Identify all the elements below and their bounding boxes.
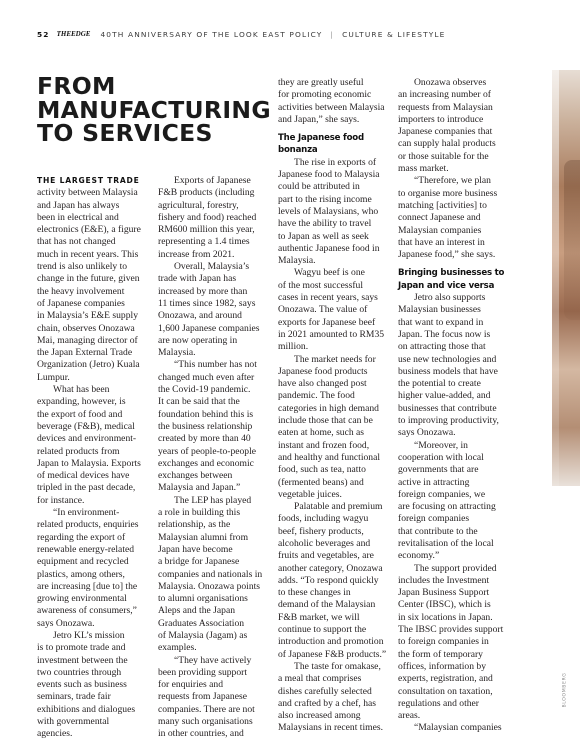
- body-text-line: a bridge for Japanese: [158, 556, 240, 568]
- body-text-line: the potential to create: [398, 378, 481, 390]
- body-text-line: “Moreover, in: [414, 439, 468, 451]
- body-text-line: vegetable juices.: [278, 488, 342, 500]
- body-text-line: agricultural, forestry,: [158, 199, 239, 211]
- body-text-line: to foreign companies in: [398, 636, 489, 648]
- body-text-line: is to promote trade and: [37, 642, 126, 654]
- body-text-line: mass market.: [398, 163, 449, 175]
- body-text-line: Organization (Jetro) Kuala: [37, 359, 140, 371]
- body-text-line: exchanges between: [158, 470, 233, 482]
- body-text-line: could be attributed in: [278, 181, 360, 193]
- body-text-line: business models that have: [398, 365, 498, 377]
- body-text-line: the heavy involvement: [37, 285, 125, 297]
- body-text-line: introduction and promotion: [278, 636, 384, 648]
- subheading-line: The Japanese food: [278, 133, 364, 144]
- body-text-line: million.: [278, 341, 309, 353]
- body-text-line: categories in high demand: [278, 402, 379, 414]
- body-text-line: exchanges and economic: [158, 457, 254, 469]
- body-text-line: Japan to Malaysia. Exports: [37, 457, 141, 469]
- body-text-line: economy.”: [398, 550, 440, 562]
- body-text-line: areas.: [398, 710, 421, 722]
- body-text-line: in six locations in Japan.: [398, 611, 493, 623]
- body-text-line: many such organisations: [158, 716, 253, 728]
- title-line: FROM: [37, 72, 116, 100]
- body-text-line: increased by more than: [158, 285, 248, 297]
- body-text-line: events such as business: [37, 679, 127, 691]
- body-text-line: created by more than 40: [158, 433, 251, 445]
- body-text-line: to alumni organisations: [158, 593, 248, 605]
- photo-credit: BLOOMBERG: [562, 672, 568, 708]
- title-line: TO SERVICES: [37, 119, 213, 148]
- body-text-line: a role in building this: [158, 507, 241, 519]
- body-text-line: representing a 1.4 times: [158, 236, 250, 248]
- body-text-line: matching [activities] to: [398, 199, 487, 211]
- body-text-line: that has not changed: [37, 236, 116, 248]
- body-text-line: governments that are: [398, 464, 479, 476]
- body-text-line: authentic Japanese food in: [278, 242, 380, 254]
- body-text-line: the form of temporary: [398, 648, 483, 660]
- body-text-line: and Japan,” she says.: [278, 113, 360, 125]
- body-text-line: Malaysian businesses: [398, 304, 481, 316]
- body-text-line: Onozawa observes: [414, 77, 487, 88]
- body-text-line: two countries through: [37, 666, 122, 678]
- body-text-line: food, such as tea, natto: [278, 464, 366, 476]
- body-text-line: exports for Japanese beef: [278, 316, 376, 328]
- body-text-line: activity between Malaysia: [37, 187, 138, 199]
- body-text-line: “They have actively: [174, 654, 252, 666]
- body-text-line: Japanese companies that: [398, 126, 493, 138]
- body-text-line: Jetro KL’s mission: [53, 629, 125, 641]
- body-text-line: equipment and recycled: [37, 556, 129, 568]
- body-text-line: businesses that contribute: [398, 402, 497, 414]
- body-text-line: The taste for omakase,: [294, 660, 381, 672]
- body-text-line: Japanese food,” she says.: [398, 249, 496, 261]
- body-text-line: been providing support: [158, 666, 247, 678]
- body-text-line: fruits and vegetables, are: [278, 550, 374, 562]
- body-text-line: for instance.: [37, 494, 85, 506]
- body-text-line: seminars, trade fair: [37, 691, 111, 703]
- body-text-line: The LEP has played: [174, 494, 252, 506]
- body-text-line: part to the rising income: [278, 193, 372, 205]
- body-text-line: and crafted by a chef, has: [278, 697, 377, 709]
- body-text-line: the Japan External Trade: [37, 347, 133, 359]
- body-text-line: regulations and other: [398, 697, 479, 709]
- body-text-line: levels of Malaysians, who: [278, 205, 379, 217]
- body-text-line: and healthy and functional: [278, 451, 381, 463]
- body-text-line: beverage (F&B), medical: [37, 420, 135, 432]
- body-text-line: renewable energy-related: [37, 543, 135, 555]
- body-text-line: the export of food and: [37, 408, 123, 420]
- body-text-line: to improving productivity,: [398, 415, 499, 427]
- body-text-line: F&B products (including: [158, 187, 255, 199]
- body-text-line: Malaysian alumni from: [158, 531, 249, 543]
- body-text-line: includes the Investment: [398, 574, 490, 586]
- body-text-line: foods, including wagyu: [278, 513, 369, 525]
- body-text-line: revitalisation of the local: [398, 537, 494, 549]
- body-text-line: for enquiries and: [158, 679, 224, 691]
- body-text-line: that have an interest in: [398, 236, 485, 248]
- article-column-1: [37, 175, 159, 741]
- body-text-line: that want to expand in: [398, 316, 484, 328]
- body-text-line: a meal that comprises: [278, 673, 362, 685]
- body-text-line: changed much even after: [158, 371, 255, 383]
- body-text-line: of Malaysia (Jagam) as: [158, 629, 248, 641]
- body-text-line: (fermented beans) and: [278, 476, 364, 488]
- body-text-line: What has been: [53, 384, 110, 396]
- page-number: 52: [37, 29, 50, 39]
- body-text-line: Center (IBSC), which is: [398, 599, 491, 611]
- body-text-line: are focusing on attracting: [398, 501, 496, 513]
- body-text-line: with governmental: [37, 716, 110, 728]
- body-text-line: another category, Onozawa: [278, 562, 383, 574]
- body-text-line: Japan have become: [158, 543, 233, 555]
- body-text-line: says Onozawa.: [398, 427, 456, 439]
- body-text-line: have also changed post: [278, 378, 367, 390]
- body-text-line: on attracting those that: [398, 341, 486, 353]
- body-text-line: are now operating in: [158, 334, 238, 346]
- body-text-line: Exports of Japanese: [174, 175, 251, 186]
- body-text-line: in 2021 amounted to RM35: [278, 328, 385, 340]
- body-text-line: chain, observes Onozawa: [37, 322, 135, 334]
- body-text-line: also increased among: [278, 710, 361, 722]
- body-text-line: says Onozawa.: [37, 617, 95, 629]
- body-text-line: Malaysian companies: [398, 224, 482, 236]
- body-text-line: beef, fishery products,: [278, 525, 364, 537]
- body-text-line: Onozawa, and around: [158, 310, 242, 322]
- body-text-line: connect Japanese and: [398, 212, 481, 224]
- body-text-line: RM600 million this year,: [158, 224, 255, 236]
- body-text-line: Mai, managing director of: [37, 334, 138, 346]
- body-text-line: of medical devices have: [37, 470, 130, 482]
- body-text-line: and Japan has always: [37, 199, 120, 211]
- body-text-line: Overall, Malaysia’s: [174, 261, 250, 273]
- body-text-line: Malaysia. Onozawa points: [158, 580, 261, 592]
- body-text-line: adds. “To respond quickly: [278, 574, 379, 586]
- body-text-line: fishery and food) reached: [158, 211, 257, 223]
- body-text-line: 11 times since 1982, says: [158, 297, 256, 309]
- body-text-line: Japanese food to Malaysia: [278, 169, 380, 181]
- body-text-line: higher value-added, and: [398, 390, 491, 402]
- section-name: CULTURE & LIFESTYLE: [342, 29, 446, 39]
- body-text-line: consultation on taxation,: [398, 685, 493, 697]
- body-text-line: Jetro also supports: [414, 292, 486, 304]
- body-text-line: related products, enquiries: [37, 519, 139, 531]
- body-text-line: expanding, however, is: [37, 396, 126, 408]
- body-text-line: cooperation with local: [398, 451, 484, 463]
- body-text-line: of the most successful: [278, 279, 363, 291]
- body-text-line: include those that can be: [278, 415, 373, 427]
- publication-logo: THEEDGE: [56, 30, 91, 38]
- body-text-line: trade with Japan has: [158, 273, 237, 285]
- title-line: MANUFACTURING: [37, 95, 271, 124]
- body-text-line: of Japanese companies: [37, 297, 125, 309]
- body-text-line: foreign companies: [398, 513, 470, 525]
- body-text-line: Malaysians in recent times.: [278, 722, 383, 734]
- body-text-line: investment between the: [37, 654, 128, 666]
- body-text-line: instant and frozen food,: [278, 439, 370, 451]
- body-text-line: Onozawa. The value of: [278, 304, 368, 316]
- body-text-line: in other countries, and: [158, 728, 244, 740]
- subheading-line: Japan and vice versa: [398, 280, 495, 291]
- body-text-line: pandemic. The food: [278, 390, 355, 402]
- body-text-line: The IBSC provides support: [398, 624, 504, 636]
- body-text-line: foundation behind this is: [158, 408, 254, 420]
- body-text-line: to organise more business: [398, 187, 498, 199]
- article-column-3: [278, 77, 400, 735]
- body-text-line: agencies.: [37, 728, 73, 740]
- body-text-line: awareness of consumers,”: [37, 605, 137, 617]
- running-header: [37, 27, 557, 41]
- body-text-line: an increasing number of: [398, 89, 491, 101]
- body-text-line: exhibitions and dialogues: [37, 703, 136, 715]
- issue-title: 40TH ANNIVERSARY OF THE LOOK EAST POLICY: [100, 29, 323, 39]
- body-text-line: that contribute to the: [398, 525, 478, 537]
- body-text-line: or those suitable for the: [398, 150, 489, 162]
- body-text-line: The support provided: [414, 562, 497, 574]
- body-text-line: continue to support the: [278, 624, 367, 636]
- body-text-line: offices, information by: [398, 660, 487, 672]
- body-text-line: to Japan as well as seek: [278, 230, 369, 242]
- body-text-line: the business relationship: [158, 420, 253, 432]
- lead-in-caps: THE LARGEST TRADE: [37, 176, 140, 185]
- header-separator: |: [330, 29, 335, 39]
- article-column-2: [158, 175, 280, 741]
- body-text-line: active in attracting: [398, 476, 470, 488]
- body-text-line: The market needs for: [294, 353, 376, 365]
- body-text-line: related products from: [37, 445, 120, 457]
- subheading-line: bonanza: [278, 145, 318, 156]
- body-text-line: Malaysia.: [158, 347, 196, 359]
- body-text-line: Japanese food products: [278, 365, 368, 377]
- body-text-line: for promoting economic: [278, 89, 372, 101]
- body-text-line: have the ability to travel: [278, 218, 372, 230]
- body-text-line: devices and environment-: [37, 433, 137, 445]
- body-text-line: It can be said that the: [158, 396, 240, 408]
- body-text-line: experts, registration, and: [398, 673, 493, 685]
- body-text-line: much in recent years. This: [37, 248, 139, 260]
- body-text-line: Aleps and the Japan: [158, 605, 235, 617]
- body-text-line: electronics (E&E), a figure: [37, 224, 141, 236]
- body-text-line: years of people-to-people: [158, 445, 257, 457]
- body-text-line: Wagyu beef is one: [294, 267, 365, 279]
- body-text-line: Malaysia.: [278, 255, 316, 267]
- body-text-line: been in electrical and: [37, 211, 119, 223]
- body-text-line: increase from 2021.: [158, 248, 235, 260]
- body-text-line: Lumpur.: [37, 371, 70, 383]
- body-text-line: importers to introduce: [398, 113, 484, 125]
- body-text-line: are increasing [due to] the: [37, 580, 138, 592]
- body-text-line: requests from Malaysian: [398, 101, 493, 113]
- body-text-line: change in the future, given: [37, 273, 140, 285]
- body-text-line: regarding the export of: [37, 531, 126, 543]
- photo-strip: [552, 70, 580, 486]
- body-text-line: companies and nationals in: [158, 568, 263, 580]
- body-text-line: can supply halal products: [398, 138, 496, 150]
- body-text-line: to these changes in: [278, 587, 351, 599]
- body-text-line: The rise in exports of: [294, 156, 377, 168]
- body-text-line: “In environment-: [53, 507, 120, 519]
- body-text-line: companies. There are not: [158, 703, 255, 715]
- body-text-line: cases in recent years, says: [278, 292, 378, 304]
- body-text-line: “This number has not: [174, 359, 257, 371]
- body-text-line: Japan. The focus now is: [398, 328, 491, 340]
- body-text-line: 1,600 Japanese companies: [158, 322, 260, 334]
- body-text-line: relationship, as the: [158, 519, 231, 531]
- body-text-line: Graduates Association: [158, 617, 245, 629]
- body-text-line: use new technologies and: [398, 353, 497, 365]
- body-text-line: tripled in the past decade,: [37, 482, 136, 494]
- body-text-line: Malaysia and Japan.”: [158, 482, 241, 494]
- body-text-line: of Japanese F&B products.”: [278, 648, 387, 660]
- body-text-line: plastics, among others,: [37, 568, 125, 580]
- body-text-line: trend is also unlikely to: [37, 261, 128, 273]
- body-text-line: the Covid-19 pandemic.: [158, 384, 251, 396]
- article-title: [37, 72, 277, 148]
- body-text-line: Japan Business Support: [398, 587, 490, 599]
- body-text-line: foreign companies, we: [398, 488, 486, 500]
- body-text-line: Palatable and premium: [294, 501, 383, 513]
- body-text-line: “Malaysian companies: [414, 722, 502, 734]
- body-text-line: requests from Japanese: [158, 691, 247, 703]
- body-text-line: “Therefore, we plan: [414, 175, 491, 187]
- body-text-line: eaten at home, such as: [278, 427, 365, 439]
- body-text-line: F&B market, we will: [278, 611, 360, 623]
- body-text-line: alcoholic beverages and: [278, 537, 371, 549]
- body-text-line: demand of the Malaysian: [278, 599, 376, 611]
- subheading-line: Bringing businesses to: [398, 268, 505, 279]
- body-text-line: examples.: [158, 642, 197, 654]
- body-text-line: they are greatly useful: [278, 77, 364, 88]
- body-text-line: dishes carefully selected: [278, 685, 372, 697]
- body-text-line: activities between Malaysia: [278, 101, 385, 113]
- article-column-4: [398, 77, 522, 735]
- body-text-line: in Malaysia’s E&E supply: [37, 310, 138, 322]
- body-text-line: growing environmental: [37, 593, 127, 605]
